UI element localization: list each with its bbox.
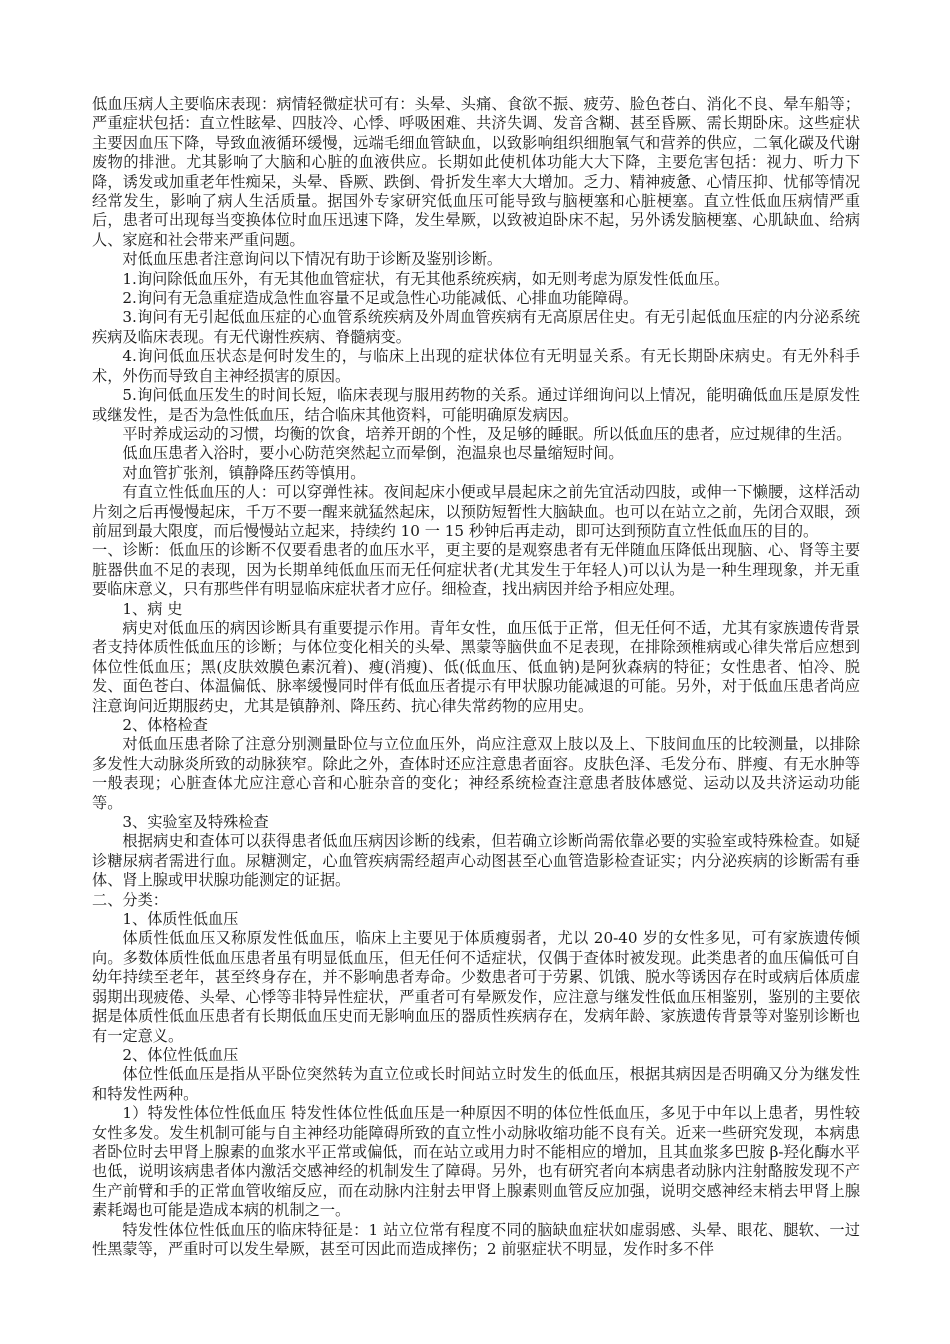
subheading-constitutional: 1、体质性低血压: [122, 910, 239, 929]
subheading-history: 1、病 史: [122, 599, 183, 618]
paragraph: 1.询问除低血压外，有无其他血管症状，有无其他系统疾病，如无则考虑为原发性低血压。: [122, 269, 730, 288]
paragraph: 根据病史和查体可以获得患者低血压病因诊断的线索，但若确立诊断尚需依靠必要的实验室或特殊检查。如疑诊糖尿病者需进行血。尿糖测定，心血管疾病需经超声心动图甚至心血管造影检查证实；内分泌疾病的诊断需有垂体、肾上腺或甲状腺功能测定的证据。: [92, 832, 860, 890]
subheading-physical-exam: 2、体格检查: [122, 716, 208, 734]
section-heading-diagnosis: 一、诊断：低血压的诊断不仅要看患者的血压水平，更主要的是观察患者有无伴随血压降低出现脑、心、肾等主要脏器供血不足的表现，因为长期单纯低血压而无任何症状者(尤其发生于年轻人)可以认为是一种生理现象，并无重要临床意义，只有那些伴有明显临床症状者才应仔。细检查，找出病因并给予相应处理。: [92, 541, 860, 599]
paragraph: 病史对低血压的病因诊断具有重要提示作用。青年女性，血压低于正常，但无任何不适，尤其有家族遗传背景者支持体质性低血压的诊断；与体位变化相关的头晕、黑蒙等脑供血不足表现，在排除颈椎病或心律失常后应想到体位性低血压；黑(皮肤效膜色素沉着)、瘦(消瘦)、低(低血压、低血钠)是阿狄森病的特征；女性患者、怕冷、脱发、面色苍白、体温偏低、脉率缓慢同时伴有低血压者提示有甲状腺功能减退的可能。另外，对于低血压患者尚应注意询问近期服药史，尤其是镇静剂、降压药、抗心律失常药物的应用史。: [92, 618, 860, 715]
paragraph: 平时养成运动的习惯，均衡的饮食，培养开朗的个性，及足够的睡眠。所以低血压的患者，应过规律的生活。: [122, 424, 852, 443]
paragraph: 对低血压患者注意询问以下情况有助于诊断及鉴别诊断。: [122, 250, 503, 269]
subheading-lab-tests: 3、实验室及特殊检查: [122, 813, 269, 832]
paragraph: 3.询问有无引起低血压症的心血管系统疾病及外周血管疾病有无高原居住史。有无引起低血压症的内分泌系统疾病及临床表现。有无代谢性疾病、脊髓病变。: [92, 308, 860, 346]
paragraph: 1）特发性体位性低血压 特发性体位性低血压是一种原因不明的体位性低血压，多见于中年以上患者，男性较女性多发。发生机制可能与自主神经功能障碍所致的直立性小动脉收缩功能不良有关。近来一些研究发现，本病患者卧位时去甲肾上腺素的血浆水平正常或偏低，而在站立或用力时不能相应的增加，且其血浆多巴胺 β-羟化酶水平也低，说明该病患者体内激活交感神经的机制发生了障碍。另外，也有研究者向本病患者动脉内注射酪胺发现不产生产前臂和手的正常血管收缩反应，而在动脉内注射去甲肾上腺素则血管反应加强，说明交感神经末梢去甲肾上腺素耗竭也可能是造成本病的机制之一。: [92, 1104, 860, 1220]
paragraph: 体位性低血压是指从平卧位突然转为直立位或长时间站立时发生的低血压，根据其病因是否明确又分为继发性和特发性两种。: [92, 1065, 860, 1103]
paragraph: 有直立性低血压的人：可以穿弹性袜。夜间起床小便或早晨起床之前先宜活动四肢，或伸一下懒腰，这样活动片刻之后再慢慢起床，千万不要一醒来就猛然起床，以预防短暂性大脑缺血。也可以在站立之前，先闭合双眼，颈前屈到最大限度，而后慢慢站立起来，持续约 10 一 15 秒钟后再走动，即可达到预防直立性低血压的目的。: [92, 483, 860, 540]
paragraph: 低血压病人主要临床表现：病情轻微症状可有：头晕、头痛、食欲不振、疲劳、脸色苍白、消化不良、晕车船等；严重症状包括：直立性眩晕、四肢冷、心悸、呼吸困难、共济失调、发音含糊、甚至昏厥、需长期卧床。这些症状主要因血压下降，导致血液循环缓慢，远端毛细血管缺血，以致影响组织细胞氧气和营养的供应，二氧化碳及代谢废物的排泄。尤其影响了大脑和心脏的血液供应。长期如此使机体功能大大下降，主要危害包括：视力、听力下降，诱发或加重老年性痴呆，头晕、昏厥、跌倒、骨折发生率大大增加。乏力、精神疲惫、心情压抑、忧郁等情况经常发生，影响了病人生活质量。据国外专家研究低血压可能导致与脑梗塞和心脏梗塞。直立性低血压病情严重后，患者可出现每当变换体位时血压迅速下降，发生晕厥，以致被迫卧床不起，另外诱发脑梗塞、心肌缺血、给病人、家庭和社会带来严重问题。: [92, 95, 860, 249]
document-page: [92, 95, 860, 1259]
subheading-orthostatic: 2、体位性低血压: [122, 1045, 239, 1064]
paragraph: 低血压患者入浴时，要小心防范突然起立而晕倒，泡温泉也尽量缩短时间。: [122, 444, 624, 463]
paragraph: 2.询问有无急重症造成急性血容量不足或急性心功能减低、心排血功能障碍。: [122, 289, 639, 308]
paragraph: 对低血压患者除了注意分别测量卧位与立位血压外，尚应注意双上肢以及上、下肢间血压的比较测量，以排除多发性大动脉炎所致的动脉狭窄。除此之外，查体时还应注意患者面容。皮肤色泽、毛发分布、胖瘦、有无水肿等一般表现；心脏查体尤应注意心音和心脏杂音的变化；神经系统检查注意患者肢体感觉、运动以及共济运动功能等。: [92, 735, 860, 812]
paragraph: 特发性体位性低血压的临床特征是：1 站立位常有程度不同的脑缺血症状如虚弱感、头晕、眼花、腿软、一过性黑蒙等，严重时可以发生晕厥，甚至可因此而造成摔伤；2 前驱症状不明显，发作时多不伴: [92, 1220, 860, 1258]
paragraph: 4.询问低血压状态是何时发生的，与临床上出现的症状体位有无明显关系。有无长期卧床病史。有无外科手术，外伤而导致自主神经损害的原因。: [92, 347, 860, 385]
paragraph: 对血管扩张剂，镇静降压药等慎用。: [122, 463, 366, 482]
section-heading-classification: 二、分类：: [92, 890, 168, 909]
paragraph: 5.询问低血压发生的时间长短，临床表现与服用药物的关系。通过详细询问以上情况，能明确低血压是原发性或继发性，是否为急性低血压，结合临床其他资料，可能明确原发病因。: [92, 386, 860, 424]
paragraph: 体质性低血压又称原发性低血压，临床上主要见于体质瘦弱者，尤以 20-40 岁的女性多见，可有家族遗传倾向。多数体质性低血压患者虽有明显低血压，但无任何不适症状，仅偶于查体时被发现。此类患者的血压偏低可自幼年持续至老年，甚至终身存在，并不影响患者寿命。少数患者可于劳累、饥饿、脱水等诱因存在时或病后体质虚弱期出现疲倦、头晕、心悸等非特异性症状，严重者可有晕厥发作，应注意与继发性低血压相鉴别，鉴别的主要依据是体质性低血压患者有长期低血压史而无影响血压的器质性疾病存在，发病年龄、家族遗传背景等对鉴别诊断也有一定意义。: [92, 929, 860, 1045]
